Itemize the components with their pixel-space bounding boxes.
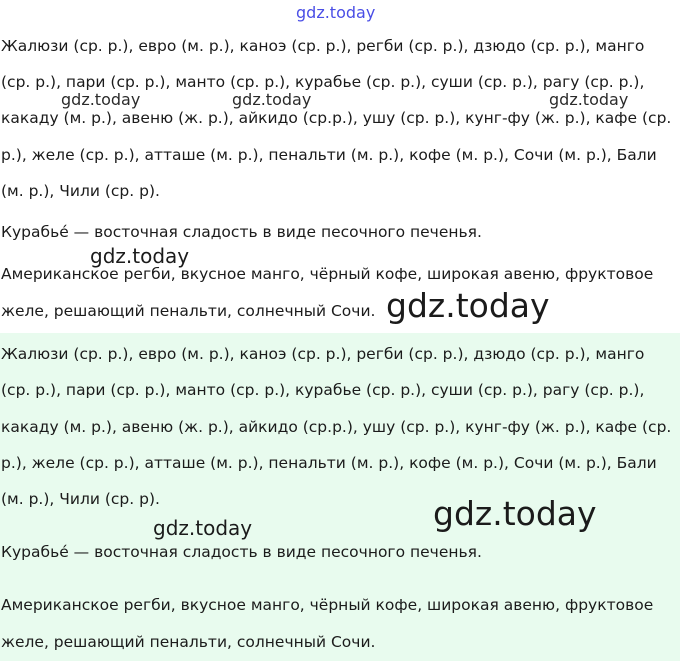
watermark: gdz.today: [61, 90, 141, 109]
watermark: gdz.today: [433, 494, 597, 533]
watermark: gdz.today: [549, 90, 629, 109]
answer2-phrases: Американское регби, вкусное манго, чёрный кофе, широкая авеню, фруктовое желе, решающий пенальти, солнечный Сочи.: [1, 596, 654, 651]
watermark: gdz.today: [386, 286, 550, 325]
answer2-definition: Курабье́ — восточная сладость в виде песочного печенья.: [1, 543, 482, 561]
watermark: gdz.today: [153, 516, 253, 540]
answer1-phrases: Американское регби, вкусное манго, чёрный кофе, широкая авеню, фруктовое желе, решающий пенальти, солнечный Сочи.: [1, 265, 654, 320]
watermark: gdz.today: [232, 90, 312, 109]
watermark: gdz.today: [90, 244, 190, 268]
header-watermark: gdz.today: [296, 3, 376, 22]
answer1-word-list: Жалюзи (ср. р.), евро (м. р.), каноэ (ср. р.), регби (ср. р.), дзюдо (ср. р.), манго (ср. р.), пари (ср. р.), манто (ср. р.), курабье (ср. р.), суши (ср. р.), рагу (ср. р.), какаду (м. р.), авеню (ж. р.), айкидо (ср.р.), ушу (ср. р.), кунг-фу (ж. р.), кафе (ср. р.), желе (ср. р.), атташе (м. р.), пенальти (м. р.), кофе (м. р.), Сочи (м. р.), Бали (м. р.), Чили (ср. р).: [1, 37, 672, 200]
answer2-word-list: Жалюзи (ср. р.), евро (м. р.), каноэ (ср. р.), регби (ср. р.), дзюдо (ср. р.), манго (ср. р.), пари (ср. р.), манто (ср. р.), курабье (ср. р.), суши (ср. р.), рагу (ср. р.), какаду (м. р.), авеню (ж. р.), айкидо (ср.р.), ушу (ср. р.), кунг-фу (ж. р.), кафе (ср. р.), желе (ср. р.), атташе (м. р.), пенальти (м. р.), кофе (м. р.), Сочи (м. р.), Бали (м. р.), Чили (ср. р).: [1, 345, 672, 509]
answer1-definition: Курабье́ — восточная сладость в виде песочного печенья.: [1, 223, 482, 241]
